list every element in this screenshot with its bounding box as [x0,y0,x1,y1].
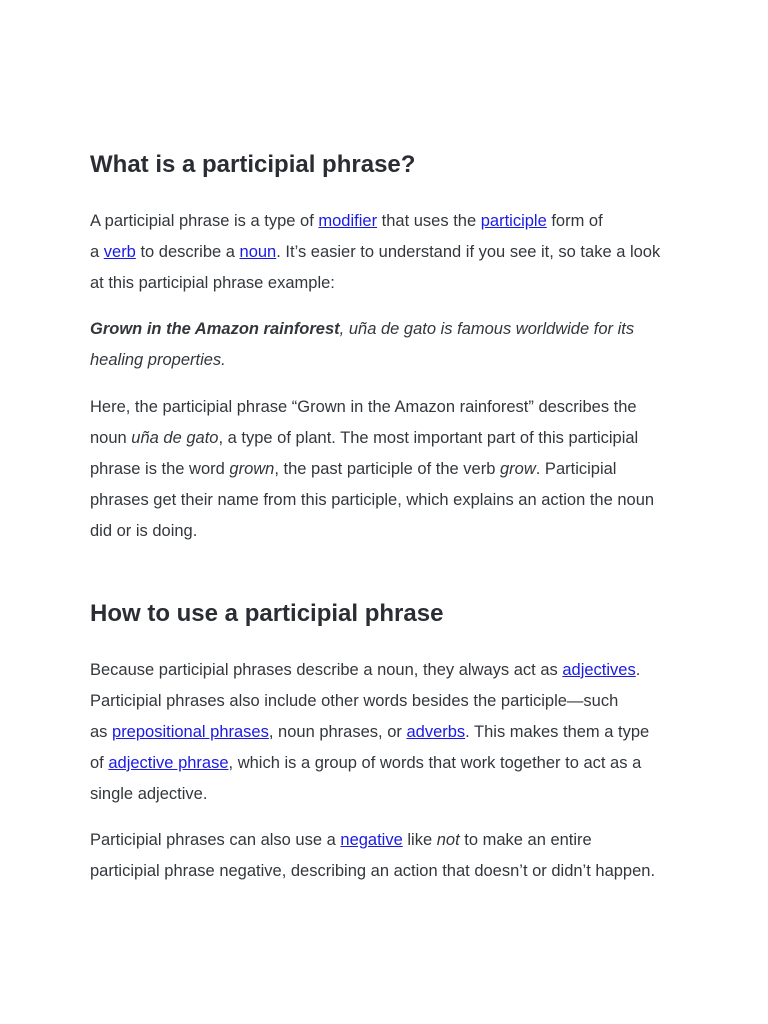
text-line [90,206,690,237]
text-line: did or is doing. [90,522,198,540]
text: Participial phrases can also use a [90,831,341,849]
emphasis: uña de gato [131,429,219,447]
text-line: single adjective. [90,785,208,803]
text-line [90,314,690,345]
text: noun [90,429,132,447]
text-line [90,748,690,779]
text: of [90,754,109,772]
text: A participial phrase is a type of [90,212,319,230]
text: , which is a group of words that work together to act as a [228,754,642,772]
link-negative[interactable]: negative [340,831,403,849]
link-adjectives[interactable]: adjectives [562,661,636,679]
emphasis: grown [229,460,275,478]
text: . It’s easier to understand if you see it, so take a look [276,243,661,261]
text-line: Participial phrases also include other words besides the participle—such [90,692,619,710]
text: . [635,661,641,679]
text: to describe a [135,243,240,261]
text-line: healing properties. [90,351,226,369]
heading-what-is-participial-phrase: What is a participial phrase? [90,151,416,178]
text: to make an entire [459,831,592,849]
text: . Participial [535,460,617,478]
link-modifier[interactable]: modifier [318,212,378,230]
paragraph-definition [90,206,690,299]
link-prepositional-phrases[interactable]: prepositional phrases [112,723,269,741]
text: like [402,831,437,849]
paragraph-explanation [90,392,690,547]
text-line [90,237,690,268]
text-line: at this participial phrase example: [90,274,335,292]
emphasis: grow [500,460,536,478]
text-line: phrases get their name from this participle, which explains an action the noun [90,491,655,509]
example-phrase-bold: Grown in the Amazon rainforest [90,320,340,338]
link-adverbs[interactable]: adverbs [406,723,466,741]
link-participle[interactable]: participle [480,212,547,230]
link-noun[interactable]: noun [239,243,277,261]
article-content [90,148,690,887]
text: form of [546,212,603,230]
text: , uña de gato is famous worldwide for its [339,320,635,338]
paragraph-usage [90,655,690,810]
text: that uses the [377,212,481,230]
link-verb[interactable]: verb [103,243,136,261]
text: Because participial phrases describe a noun, they always act as [90,661,563,679]
text: , a type of plant. The most important part of this participial [218,429,639,447]
text-line: Here, the participial phrase “Grown in the Amazon rainforest” describes the [90,398,637,416]
text: phrase is the word [90,460,230,478]
heading-how-to-use: How to use a participial phrase [90,600,444,627]
text-line [90,825,690,856]
text-line [90,454,690,485]
emphasis: not [436,831,460,849]
text-line [90,423,690,454]
paragraph-negative [90,825,690,887]
text: a [90,243,104,261]
link-adjective-phrase[interactable]: adjective phrase [108,754,229,772]
text: as [90,723,113,741]
text: , noun phrases, or [268,723,407,741]
text-line [90,717,690,748]
text: , the past participle of the verb [274,460,500,478]
text-line: participial phrase negative, describing an action that doesn’t or didn’t happen. [90,862,656,880]
text-line [90,655,690,686]
text: . This makes them a type [465,723,650,741]
paragraph-example [90,314,690,376]
